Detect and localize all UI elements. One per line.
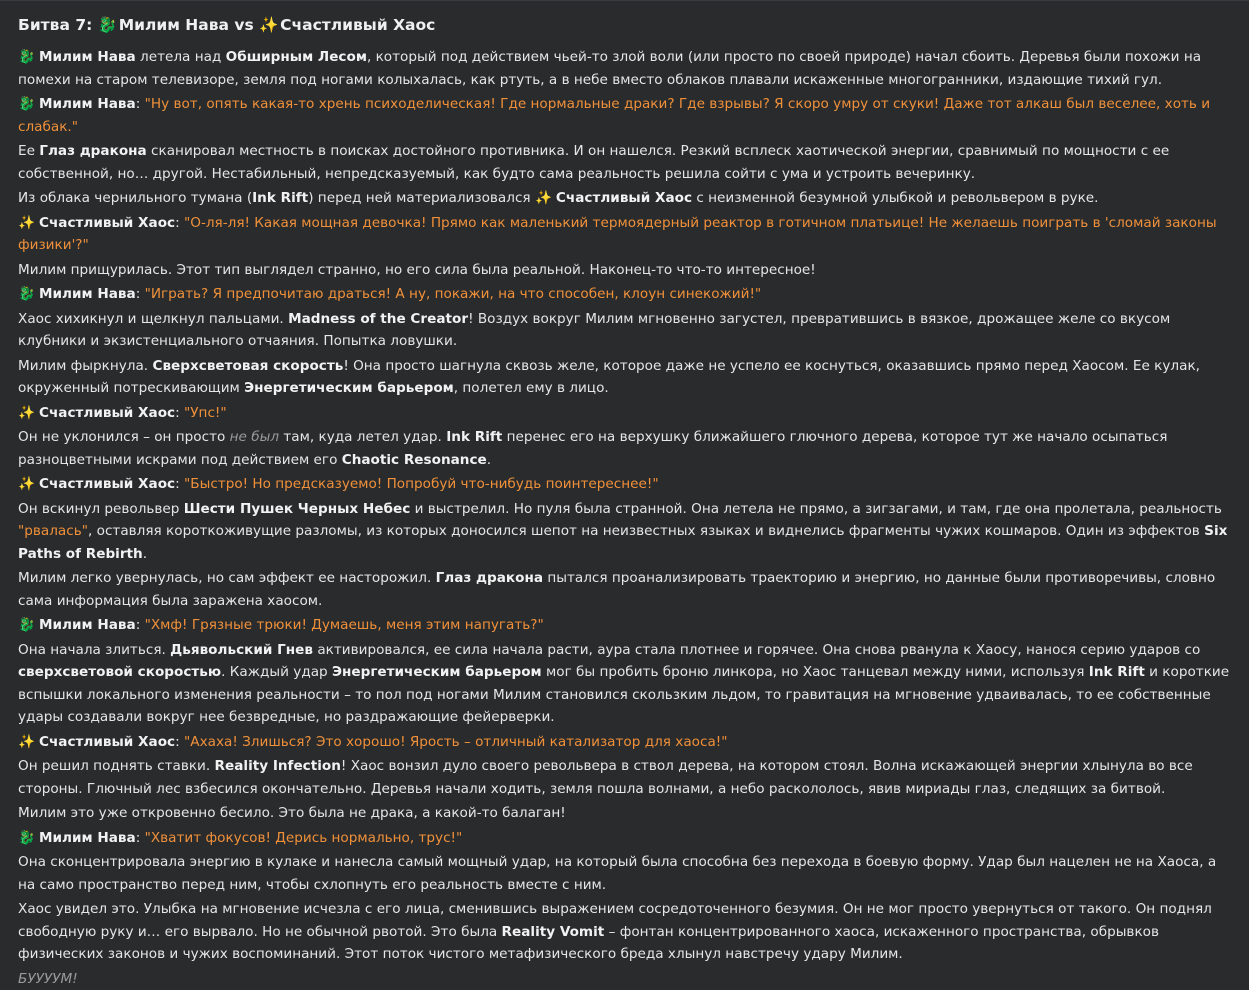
narration-paragraph xyxy=(18,498,1231,566)
emphasis-text: Six Paths of Rebirth xyxy=(18,523,1227,562)
dragon-icon: 🐉 xyxy=(18,614,35,637)
text-span: . Каждый удар xyxy=(221,664,328,680)
text-span: . xyxy=(143,546,147,562)
narration-paragraph xyxy=(18,187,1231,210)
dialogue-quote: "Упс!" xyxy=(184,405,227,421)
text-span: летела над xyxy=(140,49,221,65)
speaker-name: Счастливый Хаос xyxy=(39,476,175,492)
narration-paragraph: Она сконцентрировала энергию в кулаке и нанесла самый мощный удар, на который была способна без перехода в боевую форму. Удар был нацелен не на Хаоса, а на само пространство перед ним, чтобы схлопнуть его реальность вместе с ним. xyxy=(18,851,1231,896)
text-span: Из облака чернильного тумана ( xyxy=(18,190,252,206)
text-span: Ее xyxy=(18,143,35,159)
text-span: там, куда летел удар. xyxy=(283,429,442,445)
dialogue-quote: "Быстро! Но предсказуемо! Попробуй что-нибудь поинтереснее!" xyxy=(184,476,659,492)
narration-paragraph xyxy=(18,355,1231,400)
speaker-name: Милим Нава xyxy=(39,830,136,846)
text-span: с неизменной безумной улыбкой и револьвером в руке. xyxy=(696,190,1098,206)
emphasis-text: Ink Rift xyxy=(252,190,308,206)
dragon-icon: 🐉 xyxy=(18,93,35,116)
text-span: . xyxy=(487,452,491,468)
text-span: Хаос хихикнул и щелкнул пальцами. xyxy=(18,311,284,327)
dialogue-quote: "Играть? Я предпочитаю драться! А ну, покажи, на что способен, клоун синекожий!" xyxy=(145,286,762,302)
dialogue-quote: "О-ля-ля! Какая мощная девочка! Прямо как маленький термоядерный реактор в готичном платьице! Не желаешь поиграть в 'сломай законы физики'?" xyxy=(18,215,1217,254)
text-span: пытался проанализировать траекторию и энергию, но данные были противоречивы, словно сама информация была заражена хаосом. xyxy=(18,570,1215,609)
narration-paragraph xyxy=(18,755,1231,800)
narration-paragraph xyxy=(18,639,1231,729)
emphasis-text: Дьявольский Гнев xyxy=(170,642,313,658)
sparkle-icon: ✨ xyxy=(18,731,35,754)
emphasis-text: Madness of the Creator xyxy=(288,311,468,327)
dialogue-line: 🐉 Милим Нава: "Ну вот, опять какая-то хрень психоделическая! Где нормальные драки? Где взрывы? Я скоро умру от скуки! Даже тот алкаш был веселее, хоть и слабак." xyxy=(18,93,1231,138)
emphasis-text: Ink Rift xyxy=(1089,664,1145,680)
dialogue-line: ✨ Счастливый Хаос: "Быстро! Но предсказуемо! Попробуй что-нибудь поинтереснее!" xyxy=(18,473,1231,496)
italic-text: не был xyxy=(230,429,279,445)
speaker-name: Счастливый Хаос xyxy=(39,215,175,231)
text-span: Он не уклонился – он просто xyxy=(18,429,225,445)
title-fighter-2: Счастливый Хаос xyxy=(280,16,435,34)
quoted-word: "рвалась" xyxy=(18,523,88,539)
emphasis-text: Шести Пушек Черных Небес xyxy=(184,501,411,517)
speaker-name: Милим Нава xyxy=(39,286,136,302)
text-span: мог бы пробить броню линкора, но Хаос танцевал между ними, используя xyxy=(546,664,1084,680)
dialogue-line: 🐉 Милим Нава: "Хмф! Грязные трюки! Думаешь, меня этим напугать?" xyxy=(18,614,1231,637)
text-span: ! Хаос вонзил дуло своего револьвера в ствол дерева, на котором стоял. Волна искажающей энергии хлынула во все стороны. Глючный лес взбесился окончательно. Деревья начали ходить, земля пошла волнами, а небо раскололось, явив мириады глаз, следящих за битвой. xyxy=(18,758,1193,797)
dialogue-quote: "Хмф! Грязные трюки! Думаешь, меня этим напугать?" xyxy=(145,617,544,633)
text-span: Хаос увидел это. Улыбка на мгновение исчезла с его лица, сменившись выражением сосредоточенного безумия. Он не мог просто увернуться от такого. Он поднял свободную руку и… его вырвало. Но не обычной рвотой. Это была xyxy=(18,901,1212,940)
text-span: активировался, ее сила начала расти, аура стала плотнее и горячее. Она снова рванула к Хаосу, нанося серию ударов со xyxy=(317,642,1200,658)
dialogue-line: 🐉 Милим Нава: "Хватит фокусов! Дерись нормально, трус!" xyxy=(18,827,1231,850)
dialogue-line: ✨ Счастливый Хаос: "Упс!" xyxy=(18,402,1231,425)
speaker-name: Счастливый Хаос xyxy=(39,734,175,750)
text-span: и короткие вспышки локального изменения реальности – то пол под ногами Милим становился скользким льдом, то гравитация на мгновение удваивалась, то ее собственные удары создавали вокруг нее безвредные, но раздражающие фейерверки. xyxy=(18,664,1229,725)
speaker-name: Милим Нава xyxy=(39,617,136,633)
text-span: Он вскинул револьвер xyxy=(18,501,179,517)
narration-paragraph xyxy=(18,140,1231,185)
text-span: ) перед ней материализовался xyxy=(308,190,530,206)
dialogue-line: ✨ Счастливый Хаос: "Ахаха! Злишься? Это хорошо! Ярость – отличный катализатор для хаоса!" xyxy=(18,731,1231,754)
sound-effect: БУУУУМ! xyxy=(18,968,1231,990)
text-span: ! Она просто шагнула сквозь желе, которое даже не успело ее коснуться, оказавшись прямо перед Хаосом. Ее кулак, окруженный потрескивающим xyxy=(18,358,1200,397)
emphasis-text: Энергетическим барьером xyxy=(244,380,454,396)
emphasis-text: Reality Vomit xyxy=(502,924,605,940)
sparkle-icon: ✨ xyxy=(18,402,35,425)
text-span: Милим легко увернулась, но сам эффект ее насторожил. xyxy=(18,570,431,586)
dialogue-quote: "Ахаха! Злишься? Это хорошо! Ярость – отличный катализатор для хаоса!" xyxy=(184,734,727,750)
text-span: , полетел ему в лицо. xyxy=(454,380,609,396)
emphasis-text: Reality Infection xyxy=(215,758,341,774)
battle-title xyxy=(18,12,1231,38)
narration-paragraph xyxy=(18,46,1231,91)
narration-paragraph xyxy=(18,567,1231,612)
text-span: перенес его на верхушку ближайшего глючного дерева, которое тут же начало осыпаться разноцветными искрами под действием его xyxy=(18,429,1167,468)
sparkle-icon: ✨ xyxy=(18,473,35,496)
speaker-name: Счастливый Хаос xyxy=(39,405,175,421)
sparkle-icon: ✨ xyxy=(18,212,35,235)
emphasis-text: Энергетическим барьером xyxy=(332,664,542,680)
text-span: ! Воздух вокруг Милим мгновенно загустел, превратившись в вязкое, дрожащее желе со вкусом клубники и экзистенциального отчаяния. Попытка ловушки. xyxy=(18,311,1170,350)
title-prefix: Битва 7: xyxy=(18,16,92,34)
narration-paragraph xyxy=(18,898,1231,966)
dialogue-quote: "Хватит фокусов! Дерись нормально, трус!" xyxy=(145,830,463,846)
dialogue-quote: "Ну вот, опять какая-то хрень психоделическая! Где нормальные драки? Где взрывы? Я скоро умру от скуки! Даже тот алкаш был веселее, хоть и слабак." xyxy=(18,96,1210,135)
dragon-icon: 🐉 xyxy=(98,12,115,38)
dragon-icon: 🐉 xyxy=(18,283,35,306)
emphasis-text: Chaotic Resonance xyxy=(342,452,487,468)
emphasis-text: Счастливый Хаос xyxy=(556,190,692,206)
emphasis-text: Обширным Лесом xyxy=(226,49,367,65)
speaker-name: Милим Нава xyxy=(39,49,136,65)
title-vs: vs xyxy=(234,16,253,34)
title-fighter-1: Милим Нава xyxy=(119,16,229,34)
emphasis-text: сверхсветовой скоростью xyxy=(18,664,221,680)
sparkle-icon: ✨ xyxy=(535,187,552,210)
text-span: – фонтан концентрированного хаоса, искаженного пространства, обрывков физических законов и чужих воспоминаний. Этот поток чистого метафизического бреда хлынул навстречу удару Милим. xyxy=(18,924,1159,963)
narration-paragraph: Милим это уже откровенно бесило. Это была не драка, а какой-то балаган! xyxy=(18,802,1231,825)
text-span: сканировал местность в поисках достойного противника. И он нашелся. Резкий всплеск хаотической энергии, сравнимый по мощности с ее собственной, но… другой. Нестабильный, непредсказуемый, как будто сама реальность решила сойти с ума и устроить вечеринку. xyxy=(18,143,1169,182)
dragon-icon: 🐉 xyxy=(18,827,35,850)
text-span: Она начала злиться. xyxy=(18,642,166,658)
text-span: Он решил поднять ставки. xyxy=(18,758,210,774)
sparkle-icon: ✨ xyxy=(259,12,276,38)
dialogue-line: ✨ Счастливый Хаос: "О-ля-ля! Какая мощная девочка! Прямо как маленький термоядерный реактор в готичном платьице! Не желаешь поиграть в 'сломай законы физики'?" xyxy=(18,212,1231,257)
narration-paragraph xyxy=(18,426,1231,471)
emphasis-text: Сверхсветовая скорость xyxy=(152,358,343,374)
top-divider xyxy=(0,0,1249,1)
text-span: Милим фыркнула. xyxy=(18,358,148,374)
dragon-icon: 🐉 xyxy=(18,46,35,69)
emphasis-text: Глаз дракона xyxy=(39,143,146,159)
narration-paragraph xyxy=(18,308,1231,353)
text-span: , который под действием чьей-то злой воли (или просто по своей природе) начал сбоить. Деревья были похожи на помехи на старом телевизоре, земля под ногами колыхалась, как ртуть, а в небе вместо облаков плавали искаженные многогранники, издающие тихий гул. xyxy=(18,49,1201,88)
text-span: и выстрелил. Но пуля была странной. Она летела не прямо, а зигзагами, и там, где она пролетала, реальность xyxy=(415,501,1222,517)
dialogue-line: 🐉 Милим Нава: "Играть? Я предпочитаю драться! А ну, покажи, на что способен, клоун синекожий!" xyxy=(18,283,1231,306)
speaker-name: Милим Нава xyxy=(39,96,136,112)
text-span: , оставляя короткоживущие разломы, из которых доносился шепот на неизвестных языках и виднелись фрагменты чужих кошмаров. Один из эффектов xyxy=(88,523,1200,539)
emphasis-text: Глаз дракона xyxy=(436,570,543,586)
emphasis-text: Ink Rift xyxy=(446,429,502,445)
narration-paragraph: Милим прищурилась. Этот тип выглядел странно, но его сила была реальной. Наконец-то что-то интересное! xyxy=(18,259,1231,282)
